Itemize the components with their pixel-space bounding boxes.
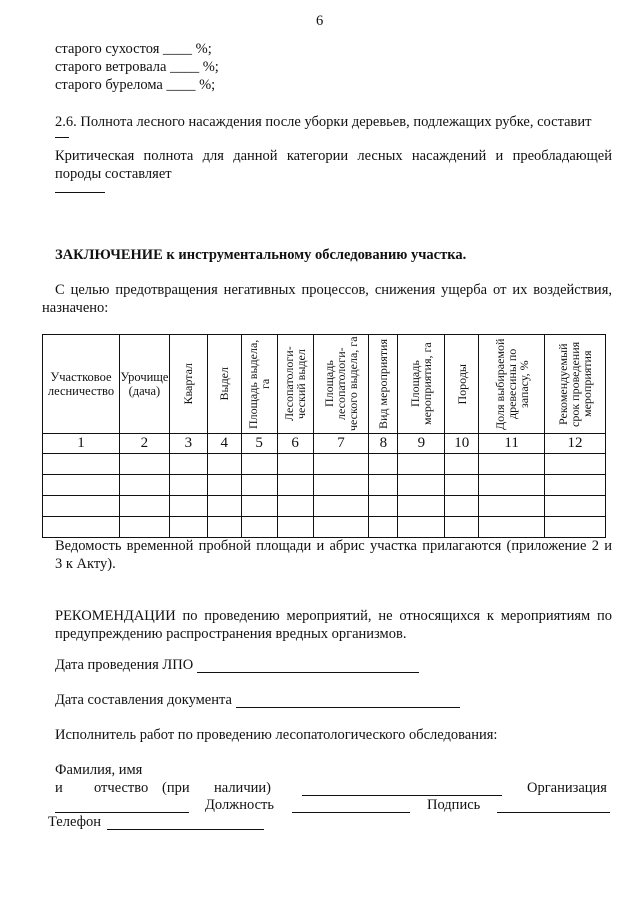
statement-line1: Ведомость временной пробной площади и абрис участка прилагаются (приложение 2 и: [55, 538, 612, 554]
table-cell[interactable]: [43, 496, 120, 517]
table-cell[interactable]: [479, 496, 545, 517]
table-number-cell: 4: [207, 434, 241, 454]
executor-label: Исполнитель работ по проведению лесопатологического обследования:: [55, 727, 498, 743]
table-number-cell: 12: [545, 434, 606, 454]
critical-density-blank[interactable]: [55, 192, 105, 193]
table-cell[interactable]: [43, 475, 120, 496]
table-cell[interactable]: [369, 454, 398, 475]
phone-label: Телефон: [48, 814, 101, 830]
table-cell[interactable]: [207, 496, 241, 517]
page-number: 6: [316, 13, 324, 29]
table-header-cell: Площадь выдела, га: [241, 335, 277, 434]
table-cell[interactable]: [277, 517, 313, 538]
table-header-cell: Лесопатологи-ческий выдел: [277, 335, 313, 434]
critical-density-line2: породы составляет: [55, 166, 172, 182]
table-cell[interactable]: [398, 517, 445, 538]
table-cell[interactable]: [119, 475, 169, 496]
table-cell[interactable]: [169, 496, 207, 517]
table-cell[interactable]: [43, 454, 120, 475]
table-number-cell: 2: [119, 434, 169, 454]
table-row: [43, 475, 606, 496]
table-header-cell: Вид мероприятия: [369, 335, 398, 434]
table-cell[interactable]: [545, 454, 606, 475]
table-cell[interactable]: [277, 454, 313, 475]
statement-line2: 3 к Акту).: [55, 556, 116, 572]
critical-density-line1: Критическая полнота для данной категории лесных насаждений и преобладающей: [55, 148, 612, 164]
table-cell[interactable]: [369, 475, 398, 496]
table-cell[interactable]: [207, 517, 241, 538]
conclusion-para-line2: назначено:: [42, 300, 109, 316]
table-cell[interactable]: [313, 475, 369, 496]
list-item-windfall: старого ветровала ____ %;: [55, 59, 219, 75]
conclusion-title: [55, 247, 466, 264]
table-cell[interactable]: [169, 454, 207, 475]
phone-field[interactable]: [107, 829, 264, 830]
name-label-and: и: [55, 780, 63, 796]
date-doc-label: Дата составления документа: [55, 692, 232, 708]
name-label-available: наличии): [214, 780, 271, 796]
table-number-cell: 10: [445, 434, 479, 454]
table-cell[interactable]: [313, 517, 369, 538]
table-number-cell: 11: [479, 434, 545, 454]
table-cell[interactable]: [479, 517, 545, 538]
list-item-windbreak: старого бурелома ____ %;: [55, 77, 216, 93]
table-cell[interactable]: [479, 454, 545, 475]
recommendations-rest: по проведению мероприятий, не относящихся к мероприятиям по: [175, 608, 612, 624]
table-cell[interactable]: [479, 475, 545, 496]
table-row: [43, 517, 606, 538]
table-number-cell: 1: [43, 434, 120, 454]
name-label-patronymic: отчество: [94, 780, 149, 796]
conclusion-para-line1: С целью предотвращения негативных процессов, снижения ущерба от их воздействия,: [55, 282, 612, 298]
table-cell[interactable]: [119, 454, 169, 475]
table-cell[interactable]: [545, 517, 606, 538]
table-header-cell: Урочище (дача): [119, 335, 169, 434]
table-cell[interactable]: [169, 475, 207, 496]
organization-field[interactable]: [55, 812, 189, 813]
table-header-cell: Рекомендуемый срок проведения мероприятия: [545, 335, 606, 434]
table-cell[interactable]: [169, 517, 207, 538]
table-number-cell: 8: [369, 434, 398, 454]
table-cell[interactable]: [545, 475, 606, 496]
table-cell[interactable]: [119, 517, 169, 538]
table-cell[interactable]: [241, 517, 277, 538]
table-cell[interactable]: [241, 496, 277, 517]
table-cell[interactable]: [119, 496, 169, 517]
table-cell[interactable]: [398, 454, 445, 475]
table-row: [43, 496, 606, 517]
signature-field[interactable]: [497, 812, 610, 813]
measures-table: [42, 334, 606, 538]
full-name-field[interactable]: [302, 795, 502, 796]
table-cell[interactable]: [313, 454, 369, 475]
table-cell[interactable]: [398, 496, 445, 517]
table-number-cell: 6: [277, 434, 313, 454]
table-cell[interactable]: [313, 496, 369, 517]
table-cell[interactable]: [207, 454, 241, 475]
table-header-cell: Квартал: [169, 335, 207, 434]
table-header-cell: Участковое лесничество: [43, 335, 120, 434]
table-cell[interactable]: [369, 517, 398, 538]
organization-label: Организация: [527, 780, 607, 796]
date-lpo-field[interactable]: [197, 672, 419, 673]
date-lpo-label: Дата проведения ЛПО: [55, 657, 194, 673]
table-cell[interactable]: [445, 496, 479, 517]
table-number-row: [43, 434, 606, 454]
table-header-cell: Доля выбираемой древесины по запасу, %: [479, 335, 545, 434]
table-header-cell: Выдел: [207, 335, 241, 434]
table-cell[interactable]: [277, 496, 313, 517]
table-cell[interactable]: [241, 475, 277, 496]
date-doc-field[interactable]: [236, 707, 460, 708]
table-cell[interactable]: [207, 475, 241, 496]
name-label-if: (при: [162, 780, 190, 796]
conclusion-title-rest: к инструментальному обследованию участка.: [162, 247, 467, 263]
list-item-dry: старого сухостоя ____ %;: [55, 41, 212, 57]
position-field[interactable]: [292, 812, 410, 813]
table-cell[interactable]: [445, 517, 479, 538]
table-header-cell: Породы: [445, 335, 479, 434]
section-2-6-text: 2.6. Полнота лесного насаждения после уборки деревьев, подлежащих рубке, составит: [55, 114, 592, 130]
position-label: Должность: [205, 797, 274, 813]
recommendations-line1: [55, 608, 612, 625]
table-cell[interactable]: [398, 475, 445, 496]
table-cell[interactable]: [277, 475, 313, 496]
table-cell[interactable]: [545, 496, 606, 517]
table-header-cell: Площадь мероприятия, га: [398, 335, 445, 434]
table-cell[interactable]: [445, 475, 479, 496]
density-blank[interactable]: [55, 137, 69, 138]
table-header-cell: Площадь лесопатологи-ческого выдела, га: [313, 335, 369, 434]
table-cell[interactable]: [369, 496, 398, 517]
table-number-cell: 3: [169, 434, 207, 454]
conclusion-title-bold: ЗАКЛЮЧЕНИЕ: [55, 247, 163, 263]
table-header-row: [43, 335, 606, 434]
recommendations-title: РЕКОМЕНДАЦИИ: [55, 608, 176, 624]
signature-label: Подпись: [427, 797, 481, 813]
table-number-cell: 7: [313, 434, 369, 454]
table-row: [43, 454, 606, 475]
table-cell[interactable]: [241, 454, 277, 475]
table-number-cell: 5: [241, 434, 277, 454]
recommendations-line2: предупреждению распространения вредных организмов.: [55, 626, 407, 642]
table-cell[interactable]: [43, 517, 120, 538]
table-number-cell: 9: [398, 434, 445, 454]
name-label-line1: Фамилия, имя: [55, 762, 143, 778]
table-cell[interactable]: [445, 454, 479, 475]
